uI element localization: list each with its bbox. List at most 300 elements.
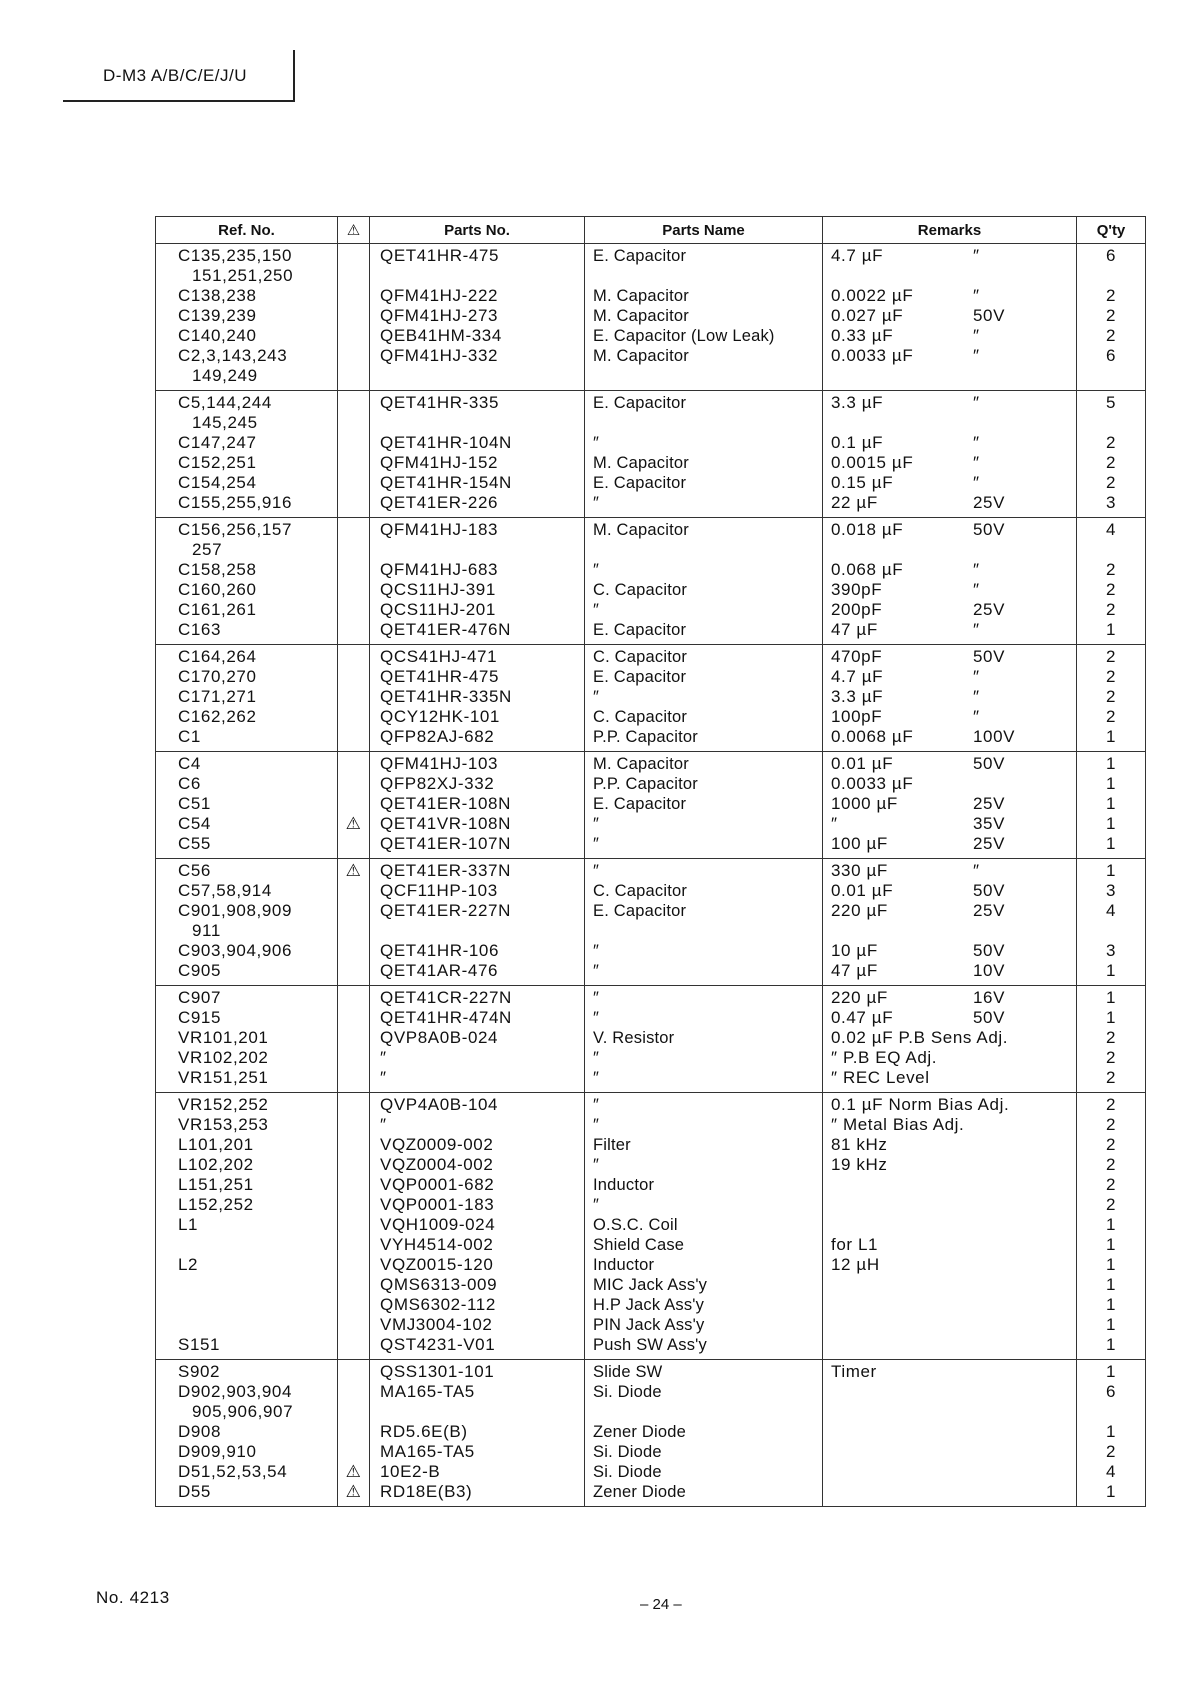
ref-no [156,1275,337,1295]
remarks-line [823,580,1076,600]
quantity: 1 [1105,794,1117,813]
ref-no-cell [156,645,338,752]
remarks-value: 0.0068 µF [831,727,914,746]
ref-no: VR102,202 [178,1048,269,1067]
remarks-line [823,1362,1076,1382]
col-header-ref: Ref. No. [156,217,338,244]
safety-warning-icon [338,647,369,667]
remarks-value: 3.3 µF [831,393,884,412]
parts-no: QFM41HJ-183 [380,520,499,539]
safety-warning-icon-cell [338,1093,370,1360]
remarks-value: 4.7 µF [831,667,884,686]
col-header-warning-icon: ⚠ [338,217,370,244]
parts-name: E. Capacitor [593,795,687,813]
quantity: 2 [1105,306,1117,325]
parts-no: ″ [380,1048,387,1067]
remarks-value: ″ Metal Bias Adj. [831,1115,965,1134]
parts-name-cell [585,859,823,986]
quantity: 1 [1105,1315,1117,1334]
ref-no-cell [156,752,338,859]
parts-no: QET41HR-104N [380,433,512,452]
safety-warning-icon [338,774,369,794]
remarks-value: 47 µF [831,620,878,639]
parts-table-body [156,244,1146,1507]
ref-no-cell [156,244,338,391]
parts-no: QFM41HJ-103 [380,754,499,773]
parts-no: QFM41HJ-332 [380,346,499,365]
remarks-line [823,453,1076,473]
ref-no: C6 [178,774,201,793]
safety-warning-icon [338,1362,369,1382]
parts-no: QCS41HJ-471 [380,647,498,666]
quantity: 2 [1105,647,1117,666]
quantity: 2 [1105,667,1117,686]
remarks-line [823,520,1076,540]
table-row [156,986,1146,1093]
quantity: 2 [1105,1135,1117,1154]
remarks-value: 4.7 µF [831,246,884,265]
parts-name: ″ [593,815,600,833]
remarks-line [823,393,1076,413]
parts-name: ″ [593,1156,600,1174]
qty-cell [1077,859,1146,986]
col-header-parts-name: Parts Name [585,217,823,244]
parts-no-cell [370,518,585,645]
remarks-voltage: 50V [973,941,1006,960]
quantity: 1 [1105,1482,1117,1501]
remarks-line [823,413,1076,433]
parts-name: Zener Diode [593,1423,686,1441]
remarks-line [823,727,1076,747]
safety-warning-icon [338,1155,369,1175]
parts-name-cell [585,391,823,518]
safety-warning-icon [338,1382,369,1402]
safety-warning-icon [338,413,369,433]
quantity: 2 [1105,1442,1117,1461]
document-number: No. 4213 [96,1588,170,1607]
parts-name: E. Capacitor [593,394,687,412]
remarks-line [823,1215,1076,1235]
parts-no: QFM41HJ-683 [380,560,499,579]
parts-no [370,266,584,286]
quantity: 2 [1105,453,1117,472]
remarks-line [823,620,1076,640]
safety-warning-icon-cell [338,986,370,1093]
remarks-line [823,433,1076,453]
parts-no: QET41CR-227N [380,988,512,1007]
parts-no: VQP0001-682 [380,1175,495,1194]
remarks-line [823,1008,1076,1028]
safety-warning-icon [338,1335,369,1355]
parts-name: Inductor [593,1176,655,1194]
remarks-voltage: 25V [973,901,1006,920]
ref-no: C147,247 [178,433,257,452]
remarks-line [823,1335,1076,1355]
remarks-line [823,901,1076,921]
ref-no: C152,251 [178,453,257,472]
parts-name: H.P Jack Ass'y [593,1296,705,1314]
table-row [156,859,1146,986]
parts-name: E. Capacitor [593,668,687,686]
parts-name-cell [585,244,823,391]
parts-name: C. Capacitor [593,648,688,666]
parts-no: VQH1009-024 [380,1215,496,1234]
safety-warning-icon [338,1402,369,1422]
remarks-line [823,774,1076,794]
parts-no: VQZ0004-002 [380,1155,494,1174]
remarks-line [823,1235,1076,1255]
ref-no [156,1315,337,1335]
remarks-voltage: ″ [973,453,980,472]
parts-name: ″ [593,942,600,960]
quantity: 1 [1105,1275,1117,1294]
parts-no: QET41ER-108N [380,794,511,813]
quantity: 1 [1105,774,1117,793]
safety-warning-icon [338,1008,369,1028]
parts-name: PIN Jack Ass'y [593,1316,705,1334]
quantity: 5 [1105,393,1117,412]
remarks-cell [823,986,1077,1093]
parts-name: Filter [593,1136,631,1154]
safety-warning-icon [338,266,369,286]
parts-no: QFM41HJ-152 [380,453,499,472]
parts-name: Zener Diode [593,1483,686,1501]
remarks-line [823,1115,1076,1135]
safety-warning-icon [338,1175,369,1195]
quantity: 4 [1105,1462,1117,1481]
safety-warning-icon [338,246,369,266]
ref-no: C155,255,916 [178,493,293,512]
parts-name: Inductor [593,1256,655,1274]
parts-no: QET41ER-337N [380,861,511,880]
parts-no: QET41HR-475 [380,667,500,686]
remarks-value: 220 µF [831,901,888,920]
qty-cell [1077,1360,1146,1507]
parts-name: Shield Case [593,1236,685,1254]
quantity: 1 [1105,754,1117,773]
quantity: 6 [1105,346,1117,365]
parts-name: ″ [593,962,600,980]
ref-no: C138,238 [178,286,257,305]
ref-no [156,1295,337,1315]
remarks-value: 200pF [831,600,883,619]
remarks-voltage: 50V [973,647,1006,666]
remarks-line [823,754,1076,774]
remarks-line [823,1275,1076,1295]
parts-name [585,540,822,560]
remarks-cell [823,752,1077,859]
ref-no [156,1235,337,1255]
remarks-voltage: ″ [973,667,980,686]
quantity: 2 [1105,1095,1117,1114]
remarks-line [823,687,1076,707]
remarks-voltage: 50V [973,306,1006,325]
remarks-line [823,1422,1076,1442]
safety-warning-icon [338,901,369,921]
table-header-row [156,217,1146,244]
parts-no: QET41ER-107N [380,834,511,853]
parts-name-cell [585,986,823,1093]
ref-no: D55 [178,1482,211,1501]
parts-no: QFM41HJ-273 [380,306,499,325]
parts-name: M. Capacitor [593,755,689,773]
safety-warning-icon [338,941,369,961]
safety-warning-icon [338,286,369,306]
parts-name-cell [585,752,823,859]
ref-no: 257 [192,540,223,559]
remarks-value: 0.47 µF [831,1008,894,1027]
safety-warning-icon [338,1295,369,1315]
remarks-line [823,921,1076,941]
col-header-remarks: Remarks [823,217,1077,244]
parts-no: 10E2-B [380,1462,441,1481]
remarks-voltage: 50V [973,881,1006,900]
remarks-line [823,707,1076,727]
remarks-voltage: ″ [973,560,980,579]
remarks-line [823,366,1076,386]
remarks-value: 0.01 µF [831,881,894,900]
ref-no-cell [156,518,338,645]
ref-no: D51,52,53,54 [178,1462,288,1481]
quantity: 3 [1105,493,1117,512]
parts-no: QET41VR-108N [380,814,511,833]
safety-warning-icon [338,1028,369,1048]
parts-name: E. Capacitor [593,474,687,492]
ref-no: D908 [178,1422,222,1441]
remarks-value: 10 µF [831,941,878,960]
parts-name: Si. Diode [593,1443,662,1461]
parts-name: M. Capacitor [593,454,689,472]
remarks-voltage: ″ [973,620,980,639]
parts-name: V. Resistor [593,1029,675,1047]
ref-no: 911 [192,921,221,940]
safety-warning-icon [338,1275,369,1295]
parts-no: RD5.6E(B) [380,1422,468,1441]
remarks-line [823,814,1076,834]
remarks-line [823,961,1076,981]
safety-warning-icon [338,1095,369,1115]
quantity: 2 [1105,687,1117,706]
remarks-cell [823,645,1077,752]
remarks-value: 0.01 µF [831,754,894,773]
parts-name: E. Capacitor (Low Leak) [593,327,775,345]
parts-no-cell [370,645,585,752]
parts-no-cell [370,1360,585,1507]
remarks-line [823,326,1076,346]
remarks-value: 81 kHz [831,1135,888,1154]
parts-name: E. Capacitor [593,902,687,920]
ref-no: VR101,201 [178,1028,269,1047]
safety-warning-icon [338,620,369,640]
remarks-line [823,246,1076,266]
ref-no: C5,144,244 [178,393,272,412]
quantity: 1 [1105,1215,1117,1234]
parts-no: MA165-TA5 [380,1442,475,1461]
ref-no: C907 [178,988,222,1007]
parts-name: ″ [593,1049,600,1067]
quantity: 2 [1105,1155,1117,1174]
parts-name: ″ [593,989,600,1007]
ref-no: L152,252 [178,1195,254,1214]
parts-no: QSS1301-101 [380,1362,495,1381]
remarks-value: Timer [831,1362,877,1381]
remarks-voltage: 25V [973,834,1006,853]
safety-warning-icon [338,540,369,560]
quantity: 1 [1105,1008,1117,1027]
quantity [1077,1402,1145,1422]
parts-name: ″ [593,688,600,706]
remarks-line [823,647,1076,667]
remarks-line [823,560,1076,580]
safety-warning-icon [338,366,369,386]
safety-warning-icon: ⚠ [345,861,362,880]
quantity [1077,540,1145,560]
safety-warning-icon [338,306,369,326]
safety-warning-icon-cell [338,244,370,391]
ref-no: VR151,251 [178,1068,269,1087]
remarks-cell [823,518,1077,645]
parts-no: RD18E(B3) [380,1482,473,1501]
parts-name: ″ [593,561,600,579]
parts-no: QVP8A0B-024 [380,1028,499,1047]
parts-no [370,921,584,941]
remarks-value: 0.02 µF P.B Sens Adj. [831,1028,1009,1047]
remarks-value: 0.068 µF [831,560,904,579]
quantity [1077,366,1145,386]
quantity: 2 [1105,286,1117,305]
safety-warning-icon-cell [338,859,370,986]
remarks-voltage: ″ [973,326,980,345]
parts-name [585,366,822,386]
quantity: 2 [1105,1115,1117,1134]
ref-no: C156,256,157 [178,520,293,539]
remarks-voltage: 25V [973,493,1006,512]
quantity: 1 [1105,620,1117,639]
ref-no: 151,251,250 [192,266,294,285]
quantity: 1 [1105,1295,1117,1314]
ref-no: C55 [178,834,211,853]
remarks-value: 100pF [831,707,883,726]
safety-warning-icon [338,794,369,814]
ref-no: S151 [178,1335,221,1354]
remarks-value: 22 µF [831,493,878,512]
quantity [1077,921,1145,941]
table-row [156,391,1146,518]
remarks-line [823,667,1076,687]
remarks-cell [823,244,1077,391]
parts-name: ″ [593,434,600,452]
safety-warning-icon [338,988,369,1008]
ref-no: L151,251 [178,1175,254,1194]
remarks-value: 470pF [831,647,883,666]
quantity: 6 [1105,246,1117,265]
quantity: 1 [1105,861,1117,880]
qty-cell [1077,244,1146,391]
remarks-value: ″ P.B EQ Adj. [831,1048,938,1067]
remarks-line [823,1195,1076,1215]
remarks-line [823,1175,1076,1195]
parts-no: ″ [380,1115,387,1134]
table-row [156,1093,1146,1360]
remarks-value: 3.3 µF [831,687,884,706]
parts-no-cell [370,986,585,1093]
remarks-voltage: ″ [973,346,980,365]
ref-no: C2,3,143,243 [178,346,288,365]
parts-no: QET41HR-335 [380,393,500,412]
safety-warning-icon [338,453,369,473]
remarks-line [823,1295,1076,1315]
parts-name: O.S.C. Coil [593,1216,678,1234]
remarks-line [823,1135,1076,1155]
parts-name: E. Capacitor [593,621,687,639]
safety-warning-icon [338,707,369,727]
ref-no: C163 [178,620,222,639]
parts-name: M. Capacitor [593,307,689,325]
safety-warning-icon [338,1195,369,1215]
remarks-cell [823,1093,1077,1360]
safety-warning-icon [338,834,369,854]
parts-name-cell [585,1360,823,1507]
remarks-line [823,1402,1076,1422]
ref-no: 145,245 [192,413,258,432]
parts-name: ″ [593,1069,600,1087]
parts-no-cell [370,1093,585,1360]
parts-no-cell [370,391,585,518]
ref-no: VR152,252 [178,1095,269,1114]
remarks-value: 100 µF [831,834,888,853]
parts-no-cell [370,244,585,391]
safety-warning-icon-cell [338,518,370,645]
ref-no: C905 [178,961,222,980]
safety-warning-icon [338,580,369,600]
safety-warning-icon [338,493,369,513]
quantity: 1 [1105,727,1117,746]
remarks-line [823,346,1076,366]
parts-no: QMS6313-009 [380,1275,498,1294]
ref-no: L101,201 [178,1135,254,1154]
safety-warning-icon [338,393,369,413]
ref-no: C158,258 [178,560,257,579]
ref-no: C57,58,914 [178,881,272,900]
parts-name [585,266,822,286]
ref-no-cell [156,859,338,986]
remarks-value: 0.0033 µF [831,346,914,365]
ref-no: D902,903,904 [178,1382,293,1401]
parts-name-cell [585,1093,823,1360]
quantity: 2 [1105,1175,1117,1194]
remarks-value: 220 µF [831,988,888,1007]
safety-warning-icon [338,754,369,774]
remarks-line [823,1442,1076,1462]
safety-warning-icon: ⚠ [345,1462,362,1481]
quantity: 6 [1105,1382,1117,1401]
quantity: 4 [1105,520,1117,539]
parts-name [585,413,822,433]
quantity: 1 [1105,961,1117,980]
safety-warning-icon [338,346,369,366]
quantity: 1 [1105,834,1117,853]
qty-cell [1077,645,1146,752]
qty-cell [1077,752,1146,859]
safety-warning-icon [338,473,369,493]
remarks-value: 0.018 µF [831,520,904,539]
safety-warning-icon [338,520,369,540]
parts-no: VQZ0009-002 [380,1135,494,1154]
ref-no: D909,910 [178,1442,257,1461]
safety-warning-icon [338,1068,369,1088]
ref-no: VR153,253 [178,1115,269,1134]
remarks-voltage: 50V [973,1008,1006,1027]
